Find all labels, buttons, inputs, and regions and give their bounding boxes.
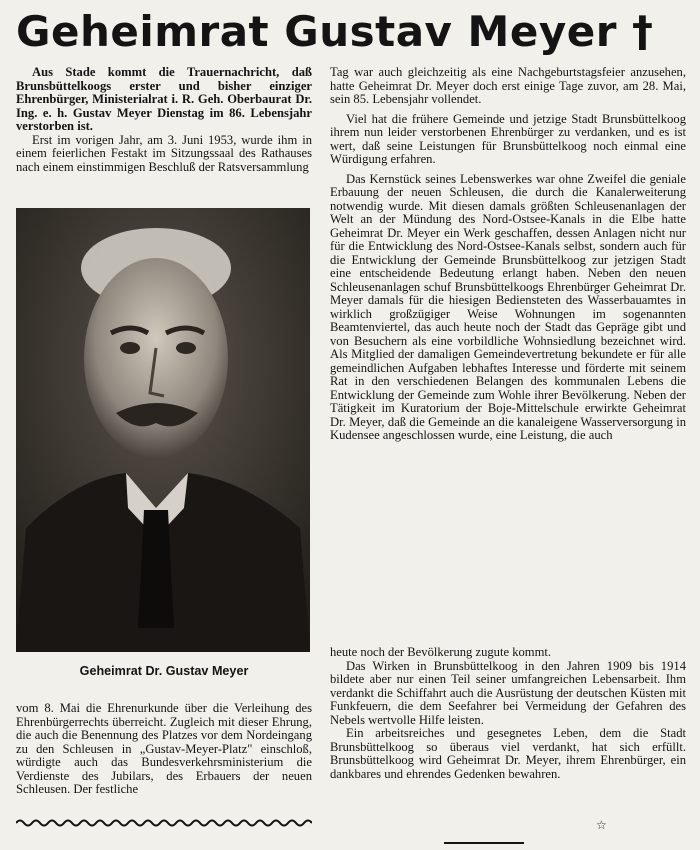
left-column-bottom	[16, 702, 312, 797]
right-paragraph-3: Das Kernstück seines Lebenswerkes war ohne Zweifel die geniale Erbauung der neuen Schleusen, die durch die Kanalerweiterung notwendig wurde. Mit diesen damals größten Schleusenanlagen der Welt an der Mündung des Nord-Ostsee-Kanals in die Elbe hatte Geheimrat Dr. Meyer ein Werk geschaffen, dessen Anlagen nicht nur für die Entwicklung des Nord-Ostsee-Kanals selbst, sondern auch für die Entwicklung der Gemeinde Brunsbüttelkoog zur jetzigen Stadt eine entscheidende Bedeutung erlangt haben. Neben den neuen Schleusenanlagen schuf Brunsbüttelkoogs Ehrenbürger Geheimrat Dr. Meyer damals für die hiesigen Bediensteten des Wasserbauamtes in wirklich großzügiger Weise Wohnungen im sogenannten Beamtenviertel, das auch heute noch der Stadt das Gepräge gibt und von Besuchern als eine vorbildliche Wohnsiedlung bezeichnet wird. Als Mitglied der damaligen Gemeindevertretung bekundete er für alle gemeindlichen Aufgaben lebhaftes Interesse und förderte mit seinem Rat in den verschiedenen Belangen des kommunalen Lebens die Entwicklung der Gemeinde zum Wohle ihrer Bevölkerung. Neben der Tätigkeit im Kuratorium der Boje-Mittelschule erwirkte Geheimrat Dr. Meyer, daß die Gemeinde an die kanaleigene Wasserversorgung in Kudensee angeschlossen wurde, eine Leistung, die auch	[330, 171, 686, 442]
lead-paragraph: Aus Stade kommt die Trauernachricht, daß Brunsbüttelkoogs erster und bisher einziger Ehrenbürger, Ministerialrat i. R. Geh. Oberbaurat Dr. Ing. e. h. Gustav Meyer Dienstag im 86. Lebensjahr verstorben ist.	[16, 65, 312, 133]
right-column	[330, 66, 686, 443]
end-mark-star: ☆	[596, 818, 607, 832]
right-column-bottom	[330, 646, 686, 781]
left-column-continuation: vom 8. Mai die Ehrenurkunde über die Verleihung des Ehrenbürgerrechts überreicht. Zugleich mit dieser Ehrung, die auch die Benennung des Platzes vor dem Nordeingang zu den Schleusen in „Gustav-Meyer-Platz" einschloß, würdigte auch das Bundesverkehrsministerium die Verdienste des Jubilars, des Erbauers der neuen Schleusen. Der festliche	[16, 701, 312, 796]
portrait-illustration	[16, 208, 310, 652]
left-column-text: Erst im vorigen Jahr, am 3. Juni 1953, wurde ihm in einem feierlichen Festakt im Sitzungssaal des Rathauses nach einem einstimmigen Beschluß der Ratsversammlung	[16, 132, 312, 174]
closing-rule	[444, 842, 524, 844]
decorative-wave-rule	[16, 818, 312, 828]
right-bottom-paragraph-3: Ein arbeitsreiches und gesegnetes Leben, dem die Stadt Brunsbüttelkoog so überaus viel verdankt, hat sich erfüllt. Brunsbüttelkoog wird Geheimrat Dr. Meyer, ihrem Ehrenbürger, ein dankbares und ehrendes Gedenken bewahren.	[330, 726, 686, 781]
right-paragraph-1: Tag war auch gleichzeitig als eine Nachgeburtstagsfeier anzusehen, hatte Geheimrat Dr. Meyer doch erst einige Tage zuvor, am 28. Mai, sein 85. Lebensjahr vollendet.	[330, 65, 686, 106]
photo-caption: Geheimrat Dr. Gustav Meyer	[79, 664, 249, 678]
portrait-photo	[16, 208, 310, 652]
right-bottom-paragraph-2: Das Wirken in Brunsbüttelkoog in den Jahren 1909 bis 1914 bildete aber nur einen Teil seiner umfangreichen Lebensarbeit. Ihm verdankt die Schiffahrt auch die Ausrüstung der deutschen Küsten mit Funkfeuern, die dem Seefahrer bei Vermeidung der Gefahren des Nebels wertvolle Hilfe leisten.	[330, 658, 686, 727]
right-bottom-paragraph-1: heute noch der Bevölkerung zugute kommt.	[330, 645, 552, 659]
left-column-top	[16, 66, 312, 174]
headline: Geheimrat Gustav Meyer †	[16, 7, 654, 56]
right-paragraph-2: Viel hat die frühere Gemeinde und jetzige Stadt Brunsbüttelkoog ihrem nun leider verstorbenen Ehrenbürger zu verdanken, und es ist wert, daß seine Leistungen für Brunsbüttelkoog noch einmal eine Würdigung erfahren.	[330, 111, 686, 166]
